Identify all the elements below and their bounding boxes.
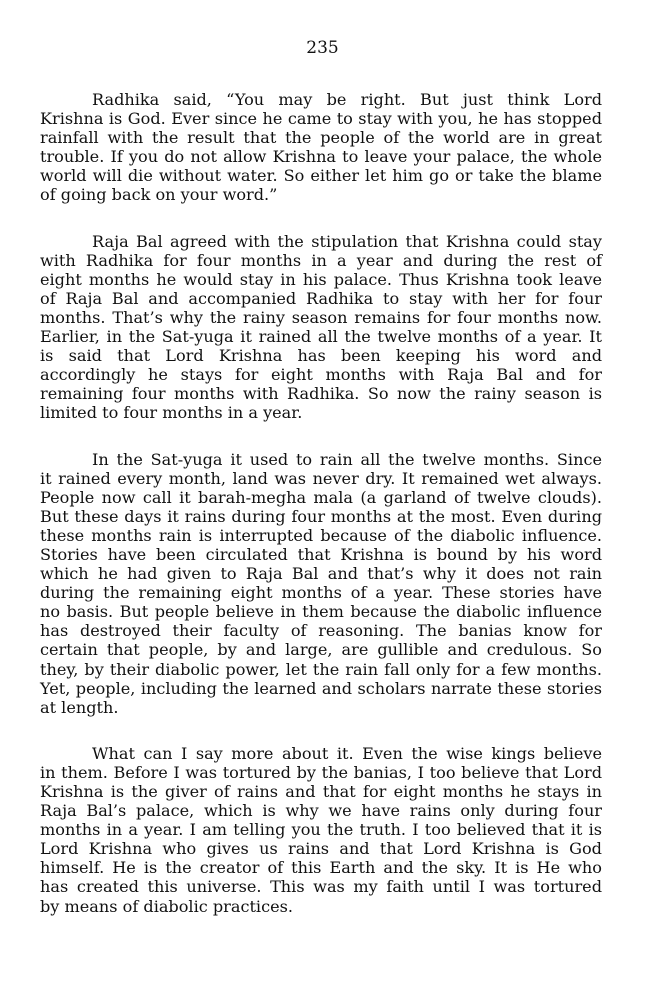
paragraph bbox=[40, 744, 602, 916]
page-number: 235 bbox=[306, 38, 339, 58]
text-line: accordingly he stays for eight months with Raja Bal and for bbox=[40, 365, 602, 385]
text-line: of Raja Bal and accompanied Radhika to stay with her for four bbox=[40, 288, 602, 308]
text-line: they, by their diabolic power, let the rain fall only for a few months. bbox=[40, 659, 602, 679]
text-line: with Radhika for four months in a year and during the rest of bbox=[40, 250, 602, 270]
text-line: of going back on your word.” bbox=[40, 185, 278, 205]
text-line: months in a year. I am telling you the truth. I too believed that it is bbox=[40, 820, 602, 840]
paragraph bbox=[40, 90, 602, 205]
text-line: is said that Lord Krishna has been keeping his word and bbox=[40, 346, 602, 366]
text-line: Krishna is God. Ever since he came to stay with you, he has stopped bbox=[40, 109, 602, 129]
text-line: no basis. But people believe in them because the diabolic influence bbox=[40, 602, 602, 622]
text-line: In the Sat-yuga it used to rain all the twelve months. Since bbox=[92, 449, 602, 469]
paragraph bbox=[40, 232, 602, 423]
text-line: during the remaining eight months of a year. These stories have bbox=[40, 583, 602, 603]
text-line: limited to four months in a year. bbox=[40, 403, 303, 423]
text-line: has destroyed their faculty of reasoning. The banias know for bbox=[40, 621, 602, 641]
text-line: Yet, people, including the learned and scholars narrate these stories bbox=[40, 678, 602, 698]
text-line: remaining four months with Radhika. So now the rainy season is bbox=[40, 384, 602, 404]
text-line: Raja Bal’s palace, which is why we have rains only during four bbox=[40, 801, 602, 821]
text-line: Stories have been circulated that Krishna is bound by his word bbox=[40, 544, 602, 564]
text-line: has created this universe. This was my faith until I was tortured bbox=[40, 877, 602, 897]
text-line: Lord Krishna who gives us rains and that Lord Krishna is God bbox=[40, 839, 602, 859]
text-line: People now call it barah-megha mala (a garland of twelve clouds). bbox=[40, 487, 602, 507]
text-line: himself. He is the creator of this Earth and the sky. It is He who bbox=[40, 858, 602, 878]
text-line: rainfall with the result that the people of the world are in great bbox=[40, 128, 602, 148]
text-line: it rained every month, land was never dry. It remained wet always. bbox=[40, 468, 602, 488]
paragraph bbox=[40, 450, 602, 717]
text-line: which he had given to Raja Bal and that’s why it does not rain bbox=[40, 564, 602, 584]
text-line: Raja Bal agreed with the stipulation that Krishna could stay bbox=[92, 231, 602, 251]
body-text bbox=[40, 90, 602, 943]
text-line: Krishna is the giver of rains and that for eight months he stays in bbox=[40, 782, 602, 801]
text-line: Earlier, in the Sat-yuga it rained all the twelve months of a year. It bbox=[40, 327, 602, 347]
text-line: months. That’s why the rainy season remains for four months now. bbox=[40, 307, 602, 327]
text-line: world will die without water. So either let him go or take the blame bbox=[40, 166, 602, 186]
text-line: eight months he would stay in his palace. Thus Krishna took leave bbox=[40, 269, 602, 289]
text-line: certain that people, by and large, are gullible and credulous. So bbox=[40, 640, 602, 660]
text-line: by means of diabolic practices. bbox=[40, 896, 293, 916]
text-line: at length. bbox=[40, 697, 119, 717]
text-line: in them. Before I was tortured by the banias, I too believe that Lord bbox=[40, 762, 602, 782]
text-line: But these days it rains during four months at the most. Even during bbox=[40, 506, 602, 526]
text-line: What can I say more about it. Even the wise kings believe bbox=[92, 743, 602, 763]
text-line: trouble. If you do not allow Krishna to leave your palace, the whole bbox=[40, 147, 602, 167]
text-line: Radhika said, “You may be right. But just think Lord bbox=[92, 90, 602, 109]
text-line: these months rain is interrupted because of the diabolic influence. bbox=[40, 525, 602, 545]
